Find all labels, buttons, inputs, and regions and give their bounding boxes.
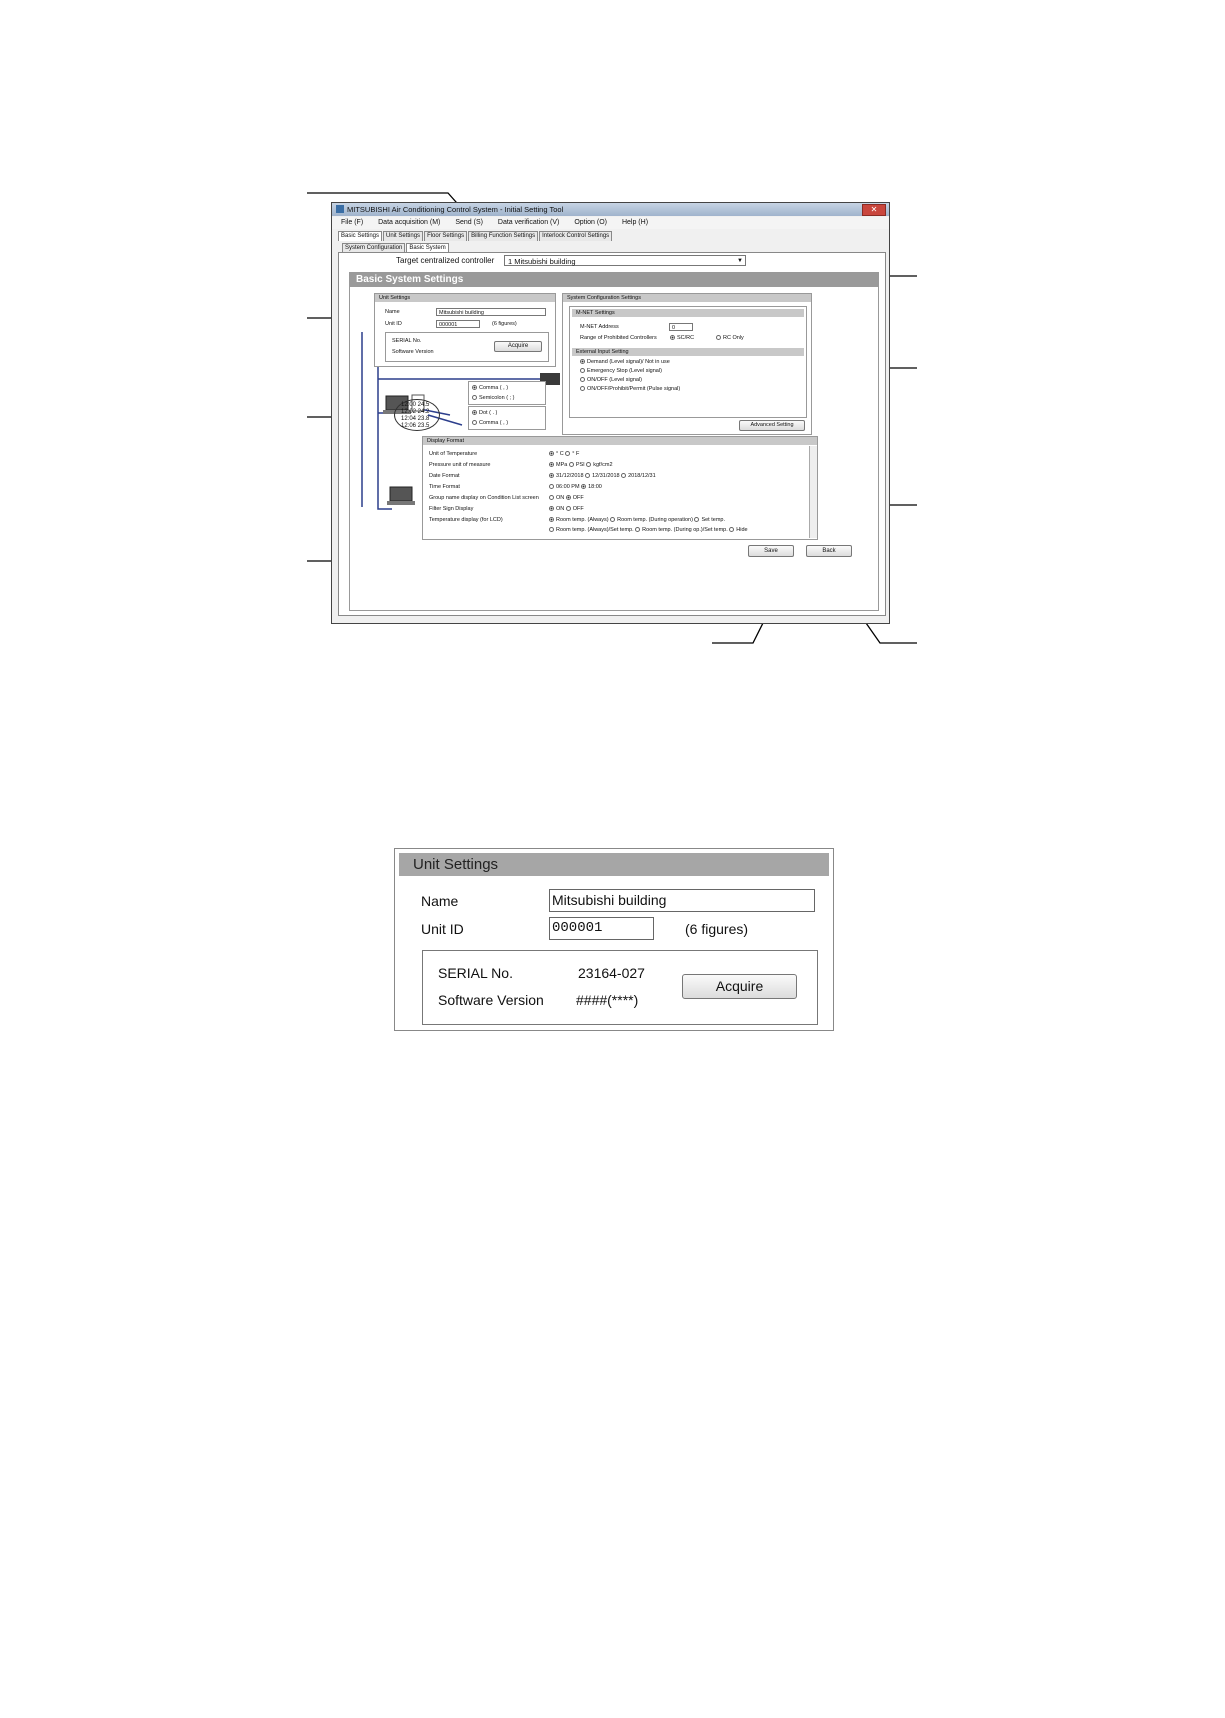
comma-radio[interactable] (472, 385, 477, 390)
filter-off-radio[interactable] (566, 506, 571, 511)
app-window (331, 202, 890, 624)
system-configuration-header: System Configuration Settings (563, 294, 811, 302)
mnet-settings-header: M-NET Settings (572, 309, 804, 317)
app-icon (336, 205, 344, 213)
mpa-label: MPa (556, 462, 568, 468)
prohibited-range-label: Range of Prohibited Controllers (580, 335, 657, 341)
external-input-header: External Input Setting (572, 348, 804, 356)
csv-sample-bubble (394, 399, 440, 431)
enlarged-name-label: Name (421, 893, 459, 909)
mnet-address-label: M-NET Address (580, 324, 619, 330)
close-button[interactable]: ✕ (862, 204, 886, 216)
tab-basic-settings[interactable]: Basic Settings (338, 231, 382, 241)
tab-unit-settings[interactable]: Unit Settings (383, 231, 423, 241)
ext-onoff-label: ON/OFF (Level signal) (587, 377, 643, 383)
rc-only-label: RC Only (723, 335, 744, 341)
psi-radio[interactable] (569, 462, 574, 467)
mnet-section (569, 306, 807, 418)
name-input[interactable]: Mitsubishi building (436, 308, 546, 316)
enlarged-acquire-button[interactable]: Acquire (682, 974, 797, 999)
celsius-radio[interactable] (549, 451, 554, 456)
set-temp-label: Set temp. (701, 517, 725, 523)
system-configuration-group (562, 293, 812, 435)
software-version-label: Software Version (392, 349, 434, 355)
filter-on-label: ON (556, 506, 565, 512)
csv-sample-line: 12:04 23.8 (401, 416, 430, 422)
target-controller-select[interactable] (504, 255, 746, 266)
unit-settings-group (374, 293, 556, 367)
enlarged-software-value: ####(****) (576, 992, 639, 1008)
dot-label: Dot ( . ) (479, 410, 498, 416)
enlarged-software-label: Software Version (438, 992, 544, 1008)
date-mdy-radio[interactable] (585, 473, 590, 478)
save-button[interactable]: Save (748, 545, 794, 557)
menu-file[interactable]: File (F) (341, 219, 364, 226)
tab-floor-settings[interactable]: Floor Settings (424, 231, 467, 241)
basic-system-page (338, 252, 886, 616)
csv-sample-line: 12:00 24.5 (401, 402, 430, 408)
main-tabs (338, 231, 613, 241)
sc-rc-radio[interactable] (670, 335, 675, 340)
name-label: Name (385, 309, 400, 315)
csv-sample-line: 12:02 24.2 (401, 409, 430, 415)
rc-only-radio[interactable] (716, 335, 721, 340)
comma-decimal-label: Comma ( , ) (479, 420, 509, 426)
df-label: Filter Sign Display (429, 506, 474, 512)
enlarged-unit-id-input[interactable]: 000001 (549, 917, 654, 940)
df-label: Pressure unit of measure (429, 462, 491, 468)
temp-during-op-radio[interactable] (610, 517, 615, 522)
unit-settings-header: Unit Settings (375, 294, 555, 302)
menu-option[interactable]: Option (O) (574, 219, 608, 226)
menu-bar (332, 217, 889, 229)
date-ymd-label: 2018/12/31 (628, 473, 656, 479)
window-title: MITSUBISHI Air Conditioning Control System - Initial Setting Tool (347, 205, 564, 214)
temp-always-set-radio[interactable] (549, 527, 554, 532)
fahrenheit-label: ° F (572, 451, 580, 457)
group-name-on-radio[interactable] (549, 495, 554, 500)
ext-demand-label: Demand (Level signal)/ Not in use (587, 359, 670, 365)
ext-emergency-radio[interactable] (580, 368, 585, 373)
enlarged-unit-id-hint: (6 figures) (685, 921, 749, 937)
menu-send[interactable]: Send (S) (455, 219, 483, 226)
set-temp-radio[interactable] (694, 517, 699, 522)
temp-always-radio[interactable] (549, 517, 554, 522)
date-dmy-radio[interactable] (549, 473, 554, 478)
semicolon-radio[interactable] (472, 395, 477, 400)
mnet-address-input[interactable]: 0 (669, 323, 693, 331)
back-button[interactable]: Back (806, 545, 852, 557)
temp-always-label: Room temp. (Always) (556, 517, 609, 523)
enlarged-serial-box (422, 950, 818, 1025)
enlarged-serial-label: SERIAL No. (438, 965, 513, 981)
kgf-radio[interactable] (586, 462, 591, 467)
menu-data-acquisition[interactable]: Data acquisition (M) (378, 219, 441, 226)
enlarged-name-input[interactable]: Mitsubishi building (549, 889, 815, 912)
df-label: Time Format (429, 484, 460, 490)
target-controller-label: Target centralized controller (396, 256, 495, 265)
semicolon-label: Semicolon ( ; ) (479, 395, 515, 401)
sc-rc-label: SC/RC (677, 335, 695, 341)
enlarged-unit-id-label: Unit ID (421, 921, 464, 937)
ext-onoff-radio[interactable] (580, 377, 585, 382)
temp-during-set-label: Room temp. (During op.)/Set temp. (642, 527, 728, 533)
serial-box (385, 332, 549, 362)
ext-pulse-radio[interactable] (580, 386, 585, 391)
comma-label: Comma ( , ) (479, 385, 509, 391)
filter-off-label: OFF (572, 506, 584, 512)
date-dmy-label: 31/12/2018 (556, 473, 584, 479)
acquire-button[interactable]: Acquire (494, 341, 542, 352)
temp-always-set-label: Room temp. (Always)/Set temp. (556, 527, 634, 533)
psi-label: PSI (575, 462, 585, 468)
date-ymd-radio[interactable] (621, 473, 626, 478)
celsius-label: ° C (556, 451, 564, 457)
csv-decimal-group (468, 406, 546, 430)
display-format-scrollbar[interactable] (809, 446, 817, 538)
menu-data-verification[interactable]: Data verification (V) (497, 219, 560, 226)
df-label: Unit of Temperature (429, 451, 478, 457)
time-12h-label: 06:00 PM (556, 484, 580, 490)
menu-help[interactable]: Help (H) (621, 219, 649, 226)
unit-id-hint: (6 figures) (492, 321, 517, 327)
basic-system-settings-panel (349, 272, 879, 611)
filter-on-radio[interactable] (549, 506, 554, 511)
temp-during-op-label: Room temp. (During operation) (617, 517, 693, 523)
tab-billing-function[interactable]: Billing Function Settings (468, 231, 538, 241)
title-bar (332, 203, 889, 216)
group-name-off-label: OFF (572, 495, 584, 501)
df-label: Date Format (429, 473, 460, 479)
serial-label: SERIAL No. (392, 338, 422, 344)
ext-demand-radio[interactable] (580, 359, 585, 364)
enlarged-unit-settings-header: Unit Settings (399, 853, 829, 876)
df-label: Temperature display (for LCD) (429, 517, 503, 523)
csv-sample-line: 12:06 23.5 (401, 423, 430, 429)
fahrenheit-radio[interactable] (565, 451, 570, 456)
unit-id-label: Unit ID (385, 321, 402, 327)
dot-radio[interactable] (472, 410, 477, 415)
unit-id-input[interactable]: 000001 (436, 320, 480, 328)
target-controller-value: 1 Mitsubishi building (508, 257, 576, 266)
enlarged-serial-value: 23164-027 (578, 965, 645, 981)
tab-system-configuration[interactable]: System Configuration (342, 243, 405, 253)
display-format-header: Display Format (423, 437, 817, 445)
ext-emergency-label: Emergency Stop (Level signal) (587, 368, 662, 374)
tab-interlock-control[interactable]: Interlock Control Settings (539, 231, 612, 241)
comma-decimal-radio[interactable] (472, 420, 477, 425)
hide-radio[interactable] (729, 527, 734, 532)
date-mdy-label: 12/31/2018 (592, 473, 620, 479)
group-name-on-label: ON (556, 495, 565, 501)
df-label: Group name display on Condition List screen (429, 495, 539, 501)
time-24h-label: 18:00 (588, 484, 602, 490)
mpa-radio[interactable] (549, 462, 554, 467)
chevron-down-icon: ▼ (737, 258, 743, 264)
csv-separator-group (468, 381, 546, 405)
tab-basic-system[interactable]: Basic System (406, 243, 448, 253)
time-12h-radio[interactable] (549, 484, 554, 489)
hide-label: Hide (736, 527, 748, 533)
enlarged-unit-settings (394, 848, 834, 1031)
advanced-setting-button[interactable]: Advanced Setting (739, 420, 805, 431)
time-24h-radio[interactable] (581, 484, 586, 489)
group-name-off-radio[interactable] (566, 495, 571, 500)
temp-during-set-radio[interactable] (635, 527, 640, 532)
display-format-group (422, 436, 818, 540)
kgf-label: kgf/cm2 (593, 462, 613, 468)
ext-pulse-label: ON/OFF/Prohibit/Permit (Pulse signal) (587, 386, 681, 392)
panel-title: Basic System Settings (350, 273, 878, 287)
